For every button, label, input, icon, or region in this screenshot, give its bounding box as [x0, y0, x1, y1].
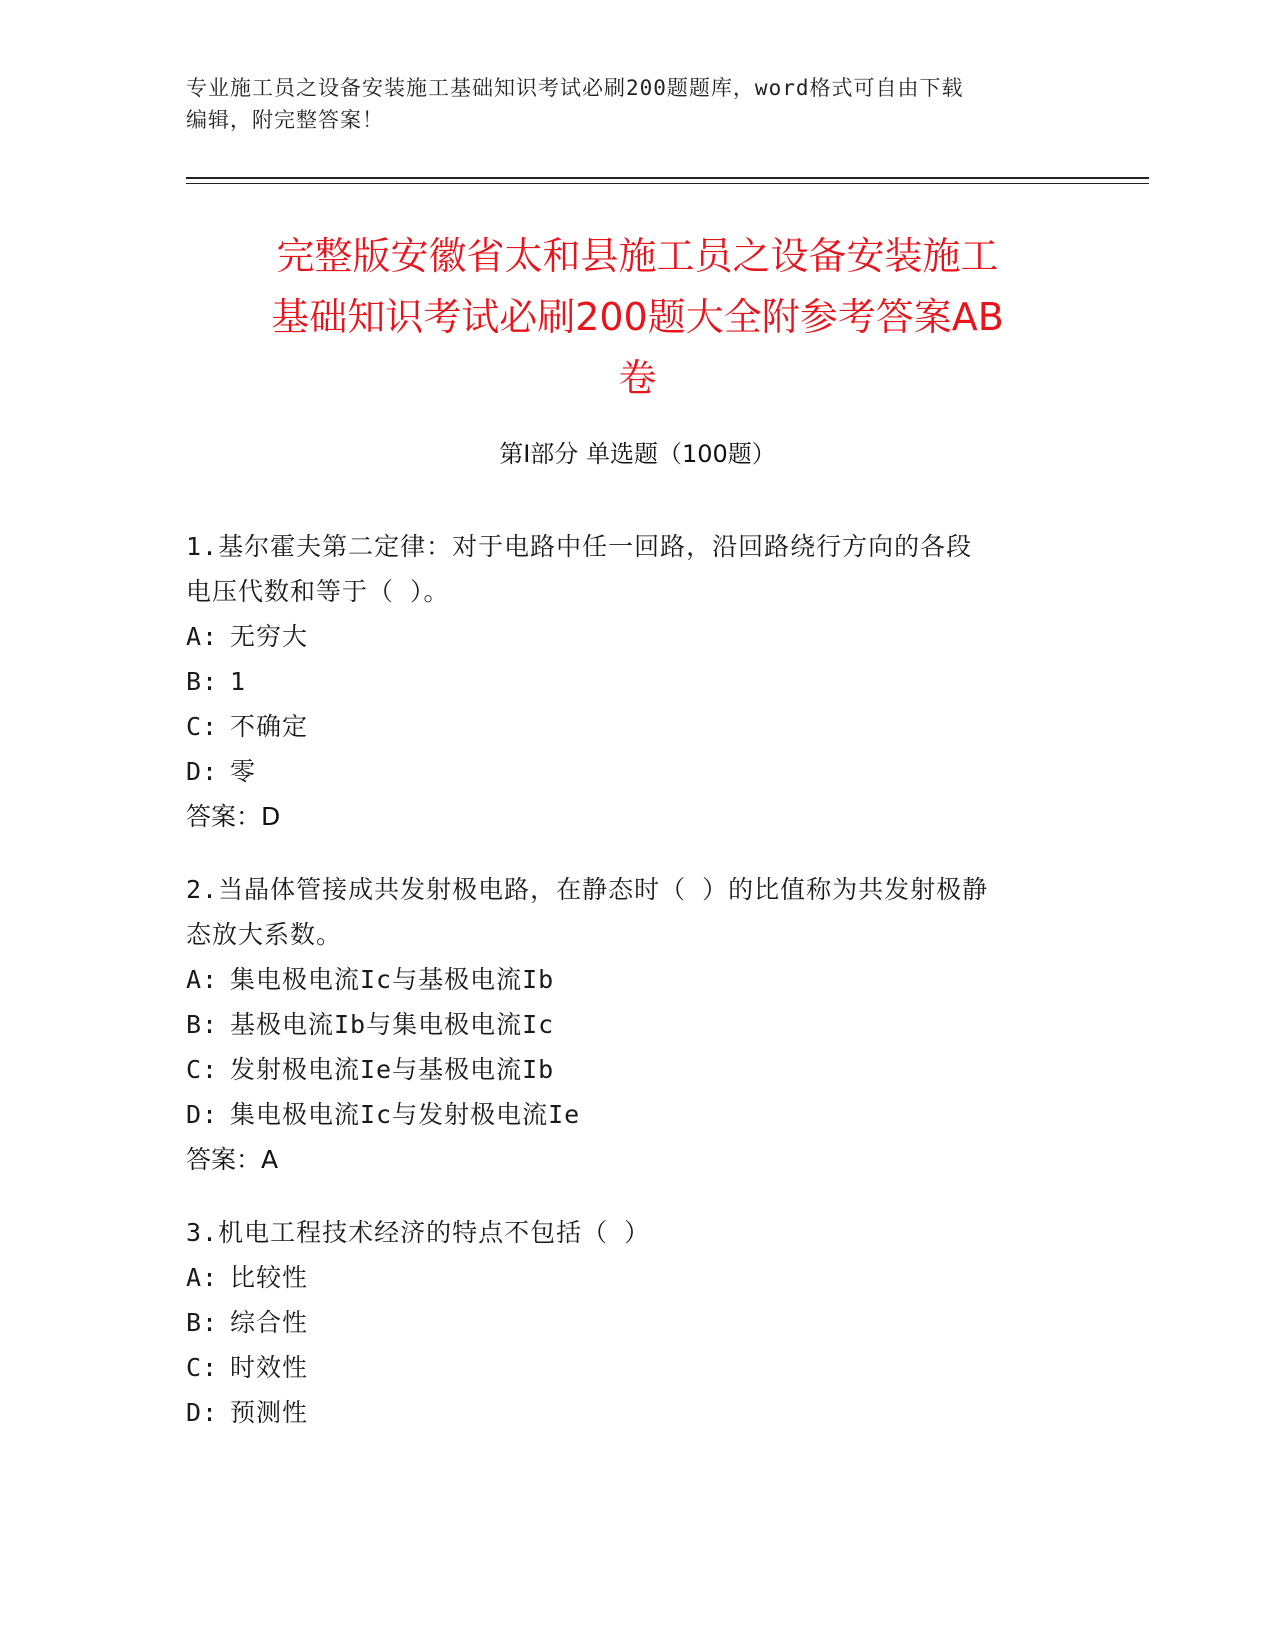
option-key: C: [186, 1353, 219, 1382]
option-c [186, 1047, 1086, 1092]
option-text: 不确定 [230, 712, 309, 741]
option-text: 集电极电流Ic与发射极电流Ie [230, 1100, 581, 1129]
header-note-line-2: 编辑，附完整答案！ [186, 108, 384, 132]
option-key: A: [186, 1263, 219, 1292]
header-note-line-1: 专业施工员之设备安装施工基础知识考试必刷200题题库，word格式可自由下载 [186, 76, 964, 100]
question-stem-line-1: 1.基尔霍夫第二定律：对于电路中任一回路，沿回路绕行方向的各段 [186, 532, 973, 561]
header-note [186, 72, 1086, 136]
option-c [186, 704, 1086, 749]
option-key: C: [186, 1055, 219, 1084]
option-c [186, 1345, 1086, 1390]
option-text: 发射极电流Ie与基极电流Ib [230, 1055, 555, 1084]
option-d [186, 1390, 1086, 1435]
question-2 [186, 867, 1086, 1182]
option-key: D: [186, 1100, 219, 1129]
document-title-line-3: 卷 [618, 356, 657, 400]
option-text: 比较性 [230, 1263, 309, 1292]
document-title-line-1: 完整版安徽省太和县施工员之设备安装施工 [276, 234, 999, 278]
answer-label: 答案：D [186, 802, 281, 831]
option-text: 预测性 [230, 1398, 309, 1427]
option-text: 1 [230, 667, 247, 696]
option-key: D: [186, 757, 219, 786]
document-title [140, 226, 1135, 409]
option-b [186, 1002, 1086, 1047]
option-key: B: [186, 1308, 219, 1337]
option-text: 集电极电流Ic与基极电流Ib [230, 965, 555, 994]
question-stem-line-2: 电压代数和等于（ ）。 [186, 577, 450, 606]
option-text: 基极电流Ib与集电极电流Ic [230, 1010, 555, 1039]
header-divider-thin [186, 183, 1149, 184]
option-text: 时效性 [230, 1353, 309, 1382]
question-stem-line-1: 3.机电工程技术经济的特点不包括（ ） [186, 1218, 651, 1247]
option-b [186, 659, 1086, 704]
option-text: 无穷大 [230, 622, 309, 651]
option-text: 综合性 [230, 1308, 309, 1337]
question-list [186, 524, 1086, 1463]
option-key: A: [186, 622, 219, 651]
option-key: B: [186, 667, 219, 696]
option-a [186, 957, 1086, 1002]
section-heading: 第Ⅰ部分 单选题（100题） [499, 440, 776, 468]
option-a [186, 614, 1086, 659]
question-stem-line-1: 2.当晶体管接成共发射极电路，在静态时（ ）的比值称为共发射极静 [186, 875, 989, 904]
option-text: 零 [230, 757, 257, 786]
document-title-line-2: 基础知识考试必刷200题大全附参考答案AB [271, 295, 1004, 339]
option-key: C: [186, 712, 219, 741]
option-d [186, 1092, 1086, 1137]
option-a [186, 1255, 1086, 1300]
header-divider-thick [186, 177, 1149, 179]
option-key: D: [186, 1398, 219, 1427]
answer-label: 答案：A [186, 1145, 279, 1174]
question-1 [186, 524, 1086, 839]
question-3 [186, 1210, 1086, 1435]
option-key: B: [186, 1010, 219, 1039]
option-d [186, 749, 1086, 794]
question-stem-line-2: 态放大系数。 [186, 920, 343, 949]
option-key: A: [186, 965, 219, 994]
option-b [186, 1300, 1086, 1345]
